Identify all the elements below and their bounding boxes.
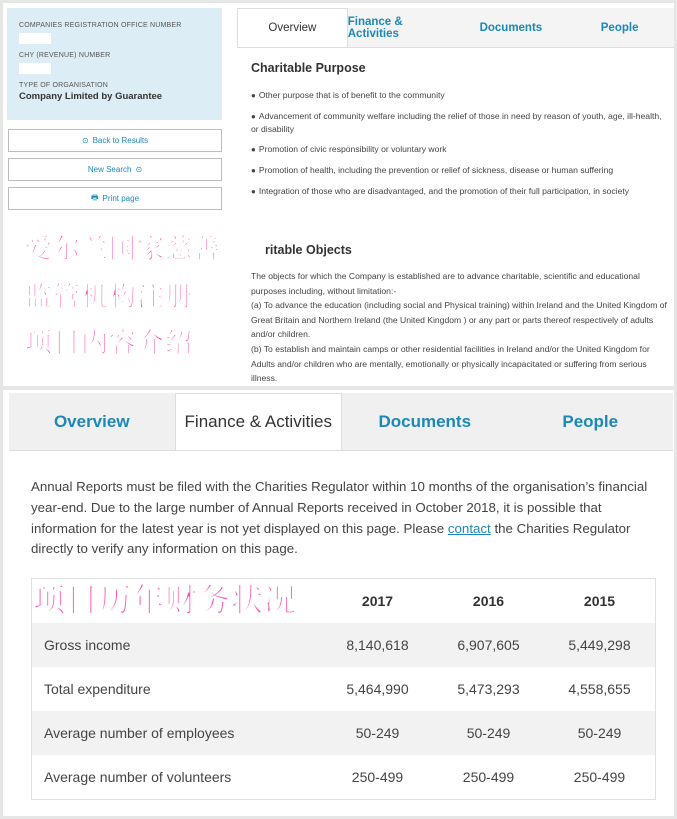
organisation-type-label: TYPE OF ORGANISATION [19,82,109,89]
year-header: 2017 [361,593,394,609]
objects-intro: The objects for which the Company is established are to advance charitable, scientific and educational purposes including, without limitation:- [251,271,640,296]
year-header: 2016 [472,593,505,609]
organisation-type-value: Company Limited by Guarantee [19,91,163,102]
purpose-item: ● Promotion of health, including the prevention or relief of sickness, disease or human suffering [251,165,614,175]
companies-number-label: COMPANIES REGISTRATION OFFICE NUMBER [19,22,182,29]
contact-link[interactable]: contact [447,520,491,536]
purpose-item: ● Promotion of civic responsibility or voluntary work [251,144,447,154]
finance-activities-panel [3,390,674,816]
row-label: Gross income [44,637,131,653]
print-page-button[interactable] [8,187,222,210]
tab-overview[interactable]: Overview [237,8,348,47]
annual-report-notice: Annual Reports must be filed with the Charities Regulator within 10 months of the organisation’s financial year-end. Due to the large number of Annual Reports received in October 2018, it is possible that information for the latest year is not yet displayed on this page. Please contact the Charities Regulator directly to verify any information on this page. [31,479,648,557]
bottom-tab-bar [9,393,673,451]
row-label: Average number of volunteers [44,769,232,785]
cell-value: 250-499 [573,769,626,785]
chy-number-value [19,63,51,74]
cell-value: 250-499 [351,769,404,785]
cell-value: 5,473,293 [457,681,520,697]
overlay-caption-line3: 项目内容介绍 [25,328,193,359]
tab-documents[interactable]: Documents [479,21,543,34]
table-row [32,623,655,667]
print-page-label: Print page [102,194,140,203]
row-label: Average number of employees [44,725,235,741]
table-row [32,667,655,711]
back-arrow-icon: ⊙ [81,136,89,145]
row-label: Total expenditure [44,681,151,697]
cell-value: 5,464,990 [346,681,409,697]
cell-value: 5,449,298 [568,637,631,653]
tab-people[interactable]: People [562,411,619,431]
search-arrow-icon: ⊙ [135,165,143,174]
charity-overview-panel [3,3,674,386]
objects-item-b: (b) To establish and maintain camps or other residential facilities in Ireland and/or the United Kingdom for Adults and/or children who are mentally, emotionally or physically incapacitated or suffering from serious illness. [251,343,650,384]
printer-icon: 🖶 [90,192,99,202]
charitable-objects-text [251,269,669,386]
cell-value: 4,558,655 [568,681,631,697]
objects-item-a: (a) To advance the education (including social and Physical training) within Ireland and the United Kingdom of Great Britain and Northern Ireland (the United Kingdom ) or any part or parts thereof respectively of adults and/or children. [251,300,667,340]
new-search-button[interactable] [8,158,222,181]
overlay-caption-line1: 爱尔兰国家慈善 [25,234,221,265]
table-row [32,755,655,799]
table-row [32,711,655,755]
tab-documents[interactable]: Documents [378,411,472,431]
cell-value: 6,907,605 [457,637,520,653]
organisation-info-box [7,8,222,120]
tab-finance-activities[interactable]: Finance & Activities [175,393,343,450]
overlay-caption-finance: 项目历年财务状况 [33,581,298,619]
new-search-label: New Search [87,165,132,174]
charitable-purpose-title: Charitable Purpose [251,61,366,75]
cell-value: 50-249 [466,725,511,741]
purpose-item: ● Integration of those who are disadvantaged, and the promotion of their full participation, in society [251,186,630,196]
purpose-item: ● Advancement of community welfare including the relief of those in need by reason of youth, age, ill-health, or disability [251,111,662,134]
cell-value: 50-249 [577,725,622,741]
charitable-purpose-section [251,61,671,206]
tab-overview[interactable]: Overview [53,411,130,431]
overlay-caption-line2: 监管机构注册 [25,282,193,313]
companies-number-value [19,33,51,44]
cell-value: 50-249 [355,725,400,741]
top-tab-bar [237,8,674,48]
back-to-results-button[interactable] [8,129,222,152]
tab-finance-activities[interactable]: Finance & Activities [347,15,403,40]
cell-value: 8,140,618 [346,637,409,653]
purpose-item: ● Other purpose that is of benefit to the community [251,90,445,100]
year-header: 2015 [583,593,616,609]
cell-value: 250-499 [462,769,515,785]
tab-people[interactable]: People [600,21,639,34]
charitable-objects-title: ritable Objects [265,243,352,257]
back-to-results-label: Back to Results [92,136,149,145]
chy-number-label: CHY (REVENUE) NUMBER [19,52,111,59]
